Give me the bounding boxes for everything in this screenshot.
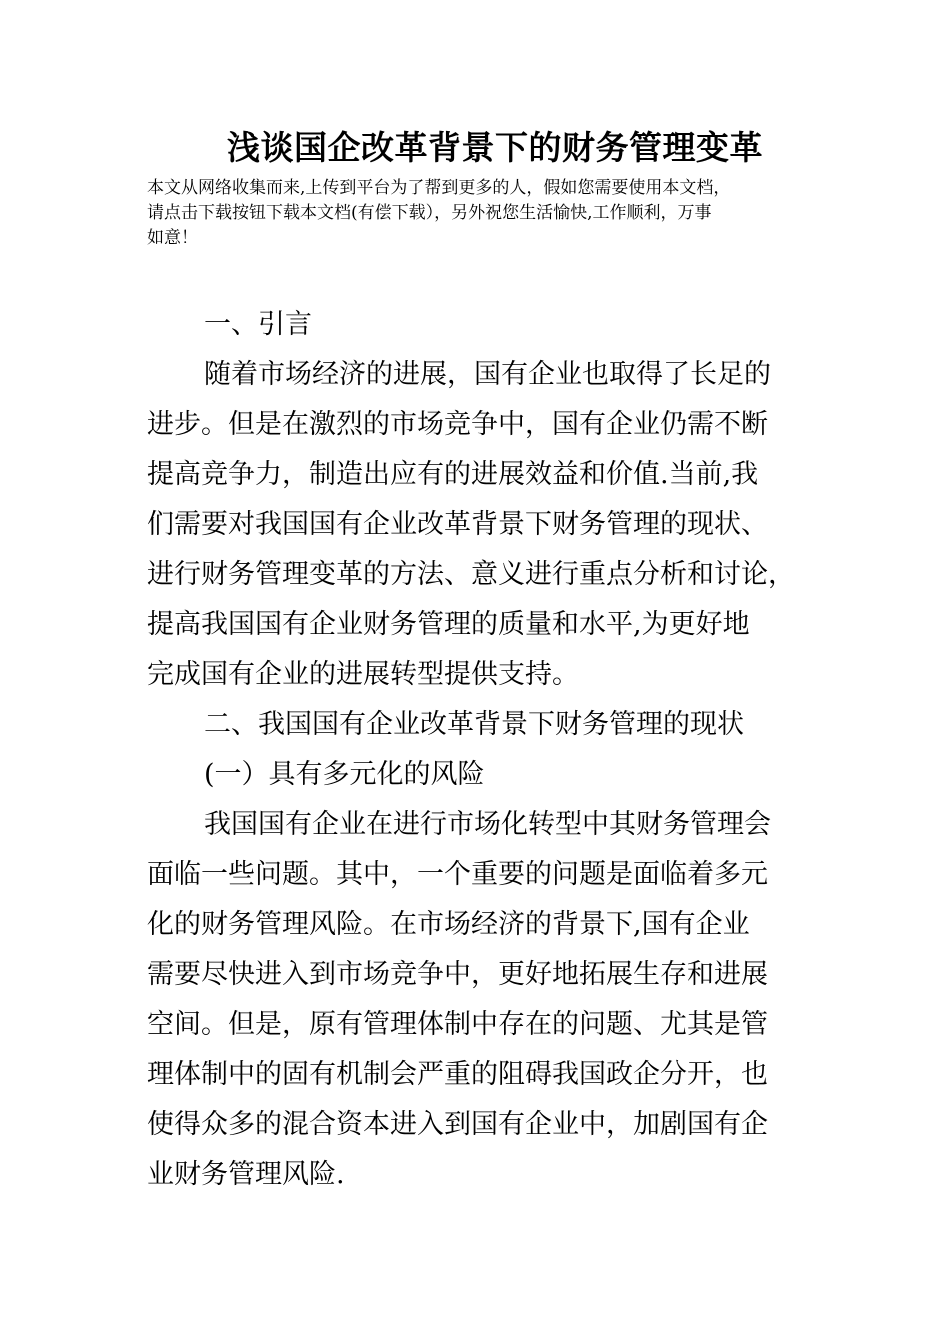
notice-line: 请点击下载按钮下载本文档(有偿下载），另外祝您生活愉快,工作顺利，万事 [147,203,712,223]
paragraph-introduction [147,350,817,700]
paragraph-line: 进行财务管理变革的方法、意义进行重点分析和讨论， [147,559,795,590]
download-notice [147,176,822,251]
paragraph-line: 业财务管理风险. [147,1159,345,1190]
paragraph-line: 使得众多的混合资本进入到国有企业中，加剧国有企 [147,1109,768,1140]
paragraph-line: 进步。但是在激烈的市场竞争中，国有企业仍需不断 [147,409,768,440]
paragraph-line: 提高我国国有企业财务管理的质量和水平,为更好地 [147,609,750,640]
section-heading-introduction: 一、引言 [204,309,312,340]
document-title: 浅谈国企改革背景下的财务管理变革 [227,128,763,167]
subsection-heading-risk: (一）具有多元化的风险 [204,759,485,790]
paragraph-line: 空间。但是，原有管理体制中存在的问题、尤其是管 [147,1009,768,1040]
notice-line: 如意！ [147,228,198,248]
paragraph-line: 面临一些问题。其中，一个重要的问题是面临着多元 [147,859,768,890]
document-body [147,300,817,1200]
paragraph-line: 们需要对我国国有企业改革背景下财务管理的现状、 [147,509,768,540]
paragraph-line: 需要尽快进入到市场竞争中，更好地拓展生存和进展 [147,959,768,990]
section-heading-current-status: 二、我国国有企业改革背景下财务管理的现状 [204,709,744,740]
paragraph-line: 随着市场经济的进展，国有企业也取得了长足的 [204,359,771,390]
paragraph-line: 完成国有企业的进展转型提供支持。 [147,659,579,690]
paragraph-line: 我国国有企业在进行市场化转型中其财务管理会 [204,809,771,840]
paragraph-line: 提高竞争力，制造出应有的进展效益和价值.当前,我 [147,459,759,490]
paragraph-line: 化的财务管理风险。在市场经济的背景下,国有企业 [147,909,750,940]
paragraph-line: 理体制中的固有机制会严重的阻碍我国政企分开，也 [147,1059,768,1090]
paragraph-risk [147,800,817,1200]
notice-line: 本文从网络收集而来,上传到平台为了帮到更多的人，假如您需要使用本文档， [147,178,731,198]
